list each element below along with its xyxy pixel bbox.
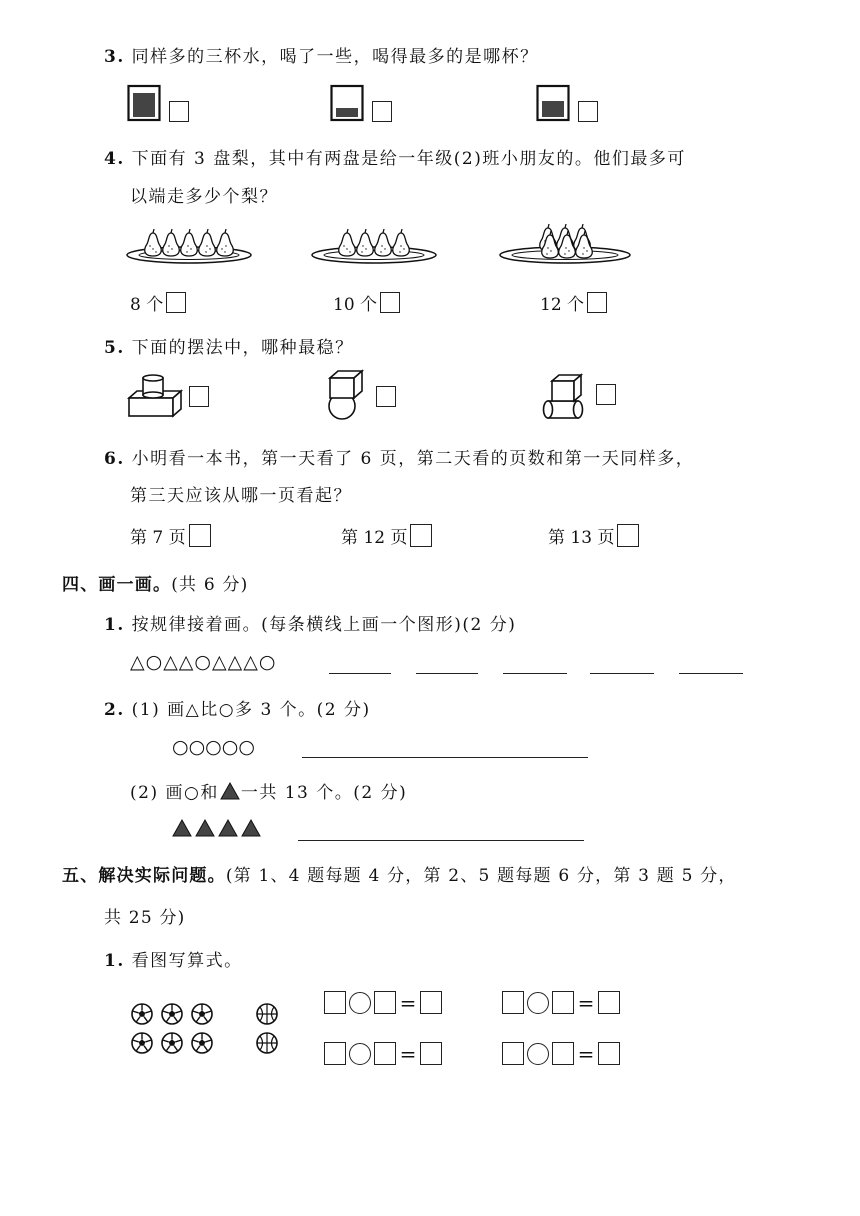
- pear-icon: [393, 229, 409, 256]
- equation-1: =: [324, 991, 442, 1014]
- stack-b-answer-box[interactable]: [376, 386, 396, 407]
- basketballs-group: [254, 1001, 282, 1057]
- pattern-shapes: △○△△○△△△○: [130, 651, 277, 673]
- filled-triangle-icon: [218, 819, 238, 837]
- pear-plate-1: [125, 222, 253, 266]
- pattern-answer-line-2[interactable]: [416, 673, 478, 674]
- equation-1-operand-2[interactable]: [374, 991, 396, 1014]
- pear-plate-3: [498, 222, 632, 266]
- equation-3-result[interactable]: [420, 1042, 442, 1065]
- cup-b-option: [330, 84, 392, 122]
- cup-c-answer-box[interactable]: [578, 101, 598, 122]
- filled-triangle-icon: [220, 782, 240, 800]
- cup-b-answer-box[interactable]: [372, 101, 392, 122]
- equation-2-operator[interactable]: [527, 992, 549, 1014]
- equation-1-operand-1[interactable]: [324, 991, 346, 1014]
- s4-q2-part1-text: 2. (1) 画△比○多 3 个。(2 分): [104, 700, 371, 720]
- equation-4-result[interactable]: [598, 1042, 620, 1065]
- pattern-answer-line-4[interactable]: [590, 673, 654, 674]
- pear-icon: [217, 229, 233, 256]
- equation-1-operator[interactable]: [349, 992, 371, 1014]
- q4-answer-box-1[interactable]: [166, 292, 186, 313]
- equation-3-operand-1[interactable]: [324, 1042, 346, 1065]
- equation-4-operator[interactable]: [527, 1043, 549, 1065]
- pear-icon: [181, 229, 197, 256]
- equation-4-operand-1[interactable]: [502, 1042, 524, 1065]
- pear-icon: [145, 229, 161, 256]
- cup-a-image: [127, 84, 161, 122]
- equation-2-operand-1[interactable]: [502, 991, 524, 1014]
- pear-icon: [375, 229, 391, 256]
- equation-1-result[interactable]: [420, 991, 442, 1014]
- equation-2: =: [502, 991, 620, 1014]
- pear-icon: [199, 229, 215, 256]
- q4-option-2: 10 个: [333, 290, 400, 315]
- q4-text-line2: 以端走多少个梨？: [130, 187, 278, 207]
- equation-2-operand-2[interactable]: [552, 991, 574, 1014]
- q4-answer-box-3[interactable]: [587, 292, 607, 313]
- draw-triangles-answer-line[interactable]: [302, 757, 588, 758]
- cube-on-cylinder-image: [540, 372, 590, 420]
- cup-a-answer-box[interactable]: [169, 101, 189, 122]
- section-4-heading: 四、画一画。(共 6 分): [62, 575, 249, 595]
- stack-c-answer-box[interactable]: [596, 384, 616, 405]
- filled-triangle-icon: [195, 819, 215, 837]
- equation-4: =: [502, 1042, 620, 1065]
- pear-icon: [357, 229, 373, 256]
- cylinder-on-box-image: [127, 372, 183, 418]
- q4-option-1: 8 个: [130, 290, 186, 315]
- q4-answer-box-2[interactable]: [380, 292, 400, 313]
- soccer-balls-group: [130, 1000, 220, 1058]
- s4-q1-text: 1. 按规律接着画。(每条横线上画一个图形)(2 分): [104, 615, 517, 635]
- q6-answer-box-2[interactable]: [410, 524, 432, 547]
- q6-answer-box-3[interactable]: [617, 524, 639, 547]
- pattern-answer-line-3[interactable]: [503, 673, 567, 674]
- s4-q2-part2-text: (2) 画○和 一共 13 个。(2 分): [130, 783, 408, 803]
- draw-circles-answer-line[interactable]: [298, 840, 584, 841]
- stack-a-answer-box[interactable]: [189, 386, 209, 407]
- pattern-answer-line-1[interactable]: [329, 673, 391, 674]
- q3-text: 3. 同样多的三杯水，喝了一些，喝得最多的是哪杯？: [104, 47, 539, 67]
- q6-text-line1: 6. 小明看一本书，第一天看了 6 页，第二天看的页数和第一天同样多，: [104, 449, 695, 469]
- pear-icon: [339, 229, 355, 256]
- pear-plate-2: [310, 222, 438, 266]
- equation-3-operator[interactable]: [349, 1043, 371, 1065]
- pear-icon: [163, 229, 179, 256]
- equation-2-result[interactable]: [598, 991, 620, 1014]
- stack-b-option: [326, 368, 396, 422]
- equation-3-operand-2[interactable]: [374, 1042, 396, 1065]
- stack-a-option: [127, 372, 209, 418]
- q6-option-2: 第 12 页: [341, 523, 432, 548]
- cup-c-option: [536, 84, 598, 122]
- q4-option-3: 12 个: [540, 290, 607, 315]
- cup-c-image: [536, 84, 570, 122]
- filled-triangle-icon: [172, 819, 192, 837]
- cube-on-ball-image: [326, 368, 370, 422]
- section-5-heading-line2: 共 25 分): [104, 908, 186, 928]
- section-5-heading: 五、解决实际问题。(第 1、4 题每题 4 分，第 2、5 题每题 6 分，第 3 题 5 分，: [62, 866, 737, 886]
- cup-b-image: [330, 84, 364, 122]
- q5-text: 5. 下面的摆法中，哪种最稳？: [104, 338, 354, 358]
- q6-option-1: 第 7 页: [130, 523, 211, 548]
- q4-text-line1: 4. 下面有 3 盘梨，其中有两盘是给一年级(2)班小朋友的。他们最多可: [104, 149, 686, 169]
- q6-answer-box-1[interactable]: [189, 524, 211, 547]
- equation-3: =: [324, 1042, 442, 1065]
- q6-text-line2: 第三天应该从哪一页看起？: [130, 486, 352, 506]
- pattern-answer-line-5[interactable]: [679, 673, 743, 674]
- cup-a-option: [127, 84, 189, 122]
- s5-q1-text: 1. 看图写算式。: [104, 951, 243, 971]
- filled-triangle-icon: [241, 819, 261, 837]
- equation-4-operand-2[interactable]: [552, 1042, 574, 1065]
- circles-group: ○○○○○: [172, 736, 255, 758]
- stack-c-option: [540, 372, 616, 420]
- filled-triangles-group: [172, 819, 261, 837]
- q6-option-3: 第 13 页: [548, 523, 639, 548]
